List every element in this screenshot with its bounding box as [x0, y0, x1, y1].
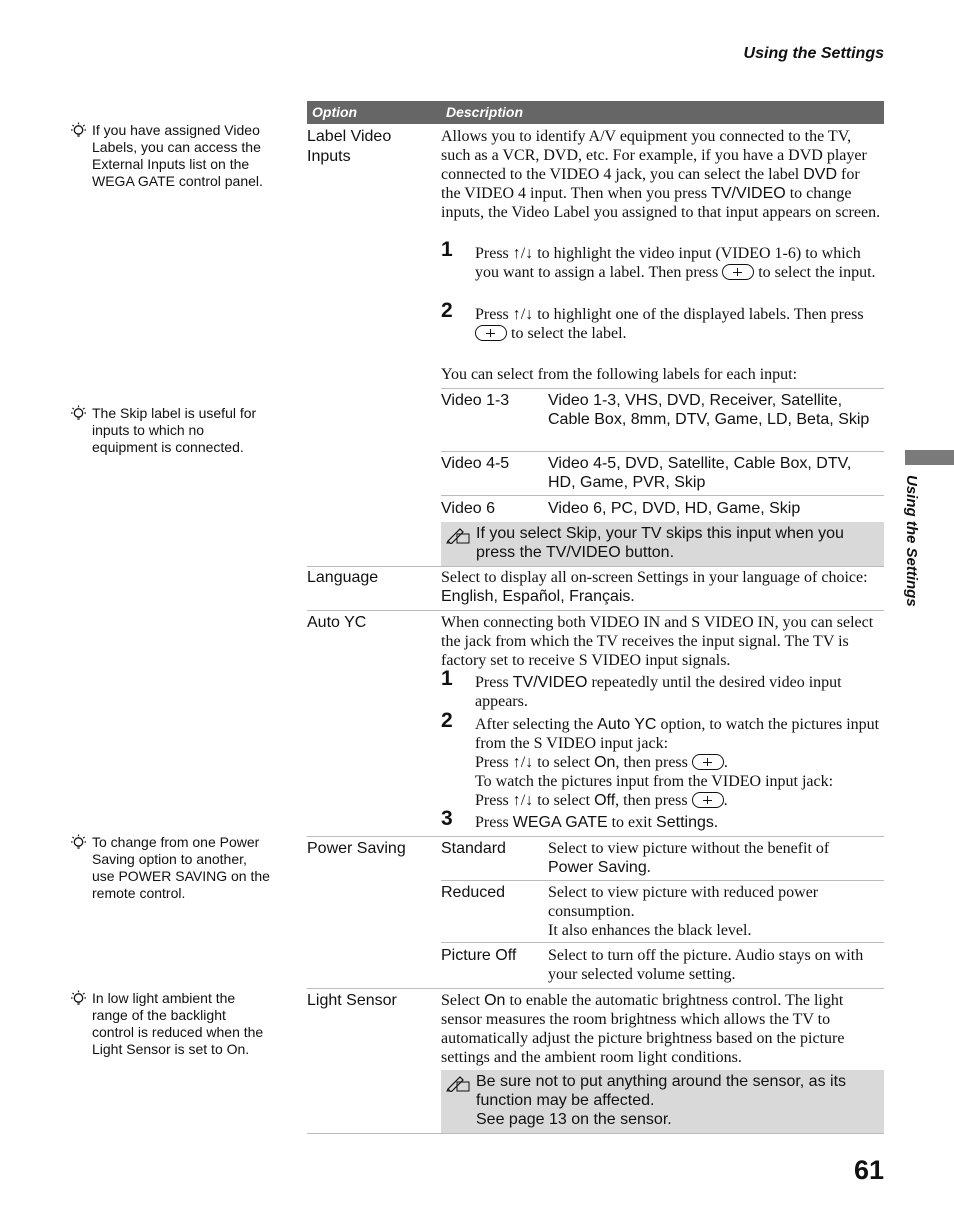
page-header-title: Using the Settings — [743, 45, 884, 62]
label-video-description: Allows you to identify A/V equipment you connected to the TV, such as a VCR, DVD, etc. For example, if you have a DVD player connected to the VIDEO 4 jack, you can select the label DVD for the VIDEO 4 input. Then when you press TV/VIDEO to change inputs, the Video Label you assigned to that input appears on screen. — [441, 128, 881, 221]
divider — [441, 451, 884, 452]
auto-yc-step-2: 2 After selecting the Auto YC option, to watch the pictures input from the S VIDEO input jack: Press ↑/↓ to select On, then press . To watch the pictures input from the VIDEO input jack: Press ↑/↓ to select Off, then press . — [441, 709, 880, 809]
section-tab-marker — [905, 450, 954, 465]
sub-row-labels: Video 6, PC, DVD, HD, Game, Skip — [548, 500, 801, 517]
table-header — [307, 101, 884, 124]
sub-row-input: Video 4-5 — [441, 455, 510, 472]
tip-video-labels — [70, 122, 270, 190]
tip-skip-label — [70, 405, 270, 456]
row-divider — [307, 1133, 884, 1134]
divider — [441, 388, 884, 389]
light-sensor-description: Select On to enable the automatic brightness control. The light sensor measures the room brightness which allows the TV to automatically adjust the picture brightness based on the picture settings and the ambient room light conditions. — [441, 992, 845, 1066]
select-button-icon — [692, 792, 724, 808]
label-video-step-1: 1 Press ↑/↓ to highlight the video input (VIDEO 1-6) to which you want to assign a label. Then press to select the input. — [441, 238, 876, 281]
power-mode-label: Reduced — [441, 884, 506, 901]
lightbulb-icon — [70, 834, 87, 851]
lightbulb-icon — [70, 990, 87, 1007]
row-divider — [307, 988, 884, 989]
lightbulb-icon — [70, 122, 87, 139]
select-button-icon — [692, 754, 724, 770]
sub-row-labels: Video 1-3, VHS, DVD, Receiver, Satellite, Cable Box, 8mm, DTV, Game, LD, Beta, Skip — [548, 392, 870, 428]
option-light-sensor: Light Sensor — [307, 992, 397, 1009]
row-divider — [307, 836, 884, 837]
power-mode-label: Picture Off — [441, 947, 517, 964]
label-video-step-2: 2 Press ↑/↓ to highlight one of the displayed labels. Then press to select the label. — [441, 299, 864, 342]
tip-power-saving — [70, 834, 270, 902]
select-button-icon — [475, 325, 507, 341]
section-tab-label: Using the Settings — [903, 475, 920, 607]
sub-row-input: Video 6 — [441, 500, 495, 517]
row-divider — [307, 566, 884, 567]
divider — [441, 942, 884, 943]
auto-yc-description: When connecting both VIDEO IN and S VIDEO IN, you can select the jack from which the TV receives the input signal. The TV is factory set to receive S VIDEO input signals. — [441, 614, 874, 669]
auto-yc-step-1: 1 Press TV/VIDEO repeatedly until the desired video input appears. — [441, 667, 842, 710]
column-header-description: Description — [446, 104, 524, 120]
power-mode-description: Select to view picture with reduced power consumption. It also enhances the black level. — [548, 884, 819, 939]
labels-intro: You can select from the following labels for each input: — [441, 366, 798, 383]
note-light-sensor: Be sure not to put anything around the sensor, as its function may be affected. See page 13 on the sensor. — [441, 1070, 884, 1133]
note-skip: If you select Skip, your TV skips this input when you press the TV/VIDEO button. — [441, 522, 884, 566]
column-header-option: Option — [312, 104, 358, 120]
option-power-saving: Power Saving — [307, 840, 406, 857]
note-pencil-icon — [445, 1074, 471, 1092]
up-down-arrows-icon: ↑/↓ — [512, 245, 534, 262]
option-auto-yc: Auto YC — [307, 614, 367, 631]
power-mode-label: Standard — [441, 840, 506, 857]
divider — [441, 495, 884, 496]
power-mode-description: Select to view picture without the benefit of Power Saving. — [548, 840, 830, 876]
auto-yc-step-3: 3 Press WEGA GATE to exit Settings. — [441, 807, 718, 831]
up-down-arrows-icon: ↑/↓ — [512, 792, 534, 809]
note-pencil-icon — [445, 526, 471, 544]
divider — [441, 880, 884, 881]
page-number: 61 — [853, 1155, 884, 1185]
lightbulb-icon — [70, 405, 87, 422]
up-down-arrows-icon: ↑/↓ — [512, 754, 534, 771]
tip-light-sensor — [70, 990, 270, 1058]
option-label-video-inputs: Label Video Inputs — [307, 128, 392, 165]
row-divider — [307, 610, 884, 611]
select-button-icon — [722, 264, 754, 280]
language-description: Select to display all on-screen Settings in your language of choice: English, Español, Français. — [441, 569, 868, 605]
sub-row-input: Video 1-3 — [441, 392, 510, 409]
tip-text: The Skip label is useful for inputs to which no equipment is connected. — [92, 405, 257, 455]
tip-text: If you have assigned Video Labels, you can access the External Inputs list on the WEGA GATE control panel. — [92, 122, 263, 189]
up-down-arrows-icon: ↑/↓ — [512, 306, 534, 323]
tip-text: In low light ambient the range of the backlight control is reduced when the Light Sensor is set to On. — [92, 990, 264, 1057]
power-mode-description: Select to turn off the picture. Audio stays on with your selected volume setting. — [548, 947, 864, 983]
tip-text: To change from one Power Saving option to another, use POWER SAVING on the remote control. — [92, 834, 270, 901]
option-language: Language — [307, 569, 379, 586]
sub-row-labels: Video 4-5, DVD, Satellite, Cable Box, DTV, HD, Game, PVR, Skip — [548, 455, 852, 491]
